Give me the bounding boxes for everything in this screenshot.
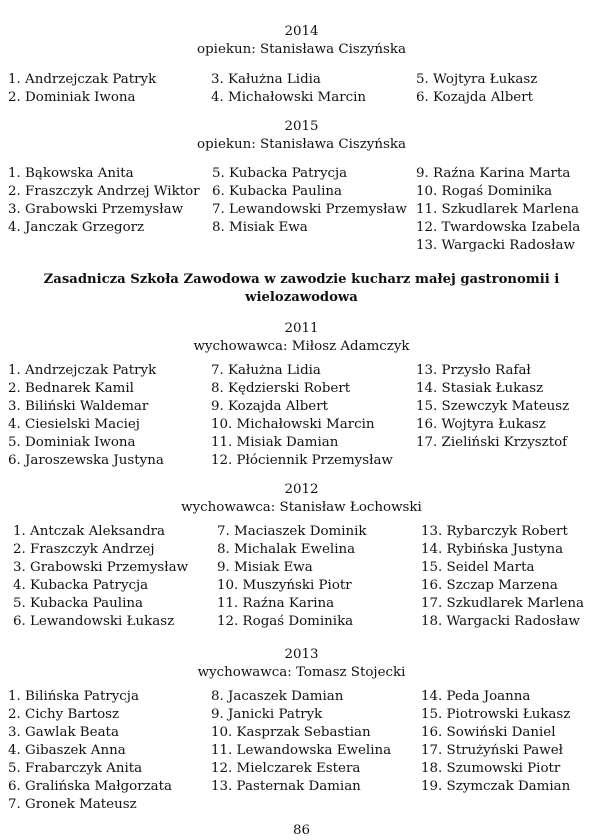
student-entry: 17. Szkudlarek Marlena <box>421 596 584 611</box>
student-entry: 5. Frabarczyk Anita <box>8 761 143 776</box>
class-guardian: opiekun: Stanisława Ciszyńska <box>197 137 406 152</box>
page-number: 86 <box>292 823 311 838</box>
student-entry: 12. Twardowska Izabela <box>416 220 581 235</box>
student-entry: 1. Bąkowska Anita <box>8 166 134 181</box>
student-column <box>416 362 569 452</box>
student-entry: 9. Janicki Patryk <box>211 707 323 722</box>
student-entry: 14. Stasiak Łukasz <box>416 381 544 396</box>
student-column <box>421 688 570 796</box>
student-entry: 8. Michalak Ewelina <box>217 542 356 557</box>
student-entry: 4. Ciesielski Maciej <box>8 417 140 432</box>
student-entry: 1. Andrzejczak Patryk <box>8 363 157 378</box>
student-column <box>217 523 367 631</box>
student-column <box>212 165 407 237</box>
student-column <box>211 688 391 796</box>
student-entry: 6. Gralińska Małgorzata <box>8 779 173 794</box>
student-entry: 12. Mielczarek Estera <box>211 761 361 776</box>
student-entry: 6. Kubacka Paulina <box>212 184 342 199</box>
student-entry: 18. Szumowski Piotr <box>421 761 561 776</box>
class-guardian: wychowawca: Stanisław Łochowski <box>181 500 422 515</box>
student-entry: 10. Muszyński Piotr <box>217 578 352 593</box>
student-entry: 13. Rybarczyk Robert <box>421 524 568 539</box>
class-guardian: opiekun: Stanisława Ciszyńska <box>197 42 406 57</box>
student-entry: 16. Sowiński Daniel <box>421 725 556 740</box>
student-entry: 17. Zieliński Krzysztof <box>416 435 568 450</box>
student-entry: 10. Michałowski Marcin <box>211 417 375 432</box>
student-entry: 15. Seidel Marta <box>421 560 535 575</box>
student-entry: 8. Misiak Ewa <box>212 220 308 235</box>
student-entry: 9. Misiak Ewa <box>217 560 313 575</box>
class-guardian: wychowawca: Miłosz Adamczyk <box>193 339 410 354</box>
student-column <box>13 523 188 631</box>
student-entry: 4. Michałowski Marcin <box>211 90 367 105</box>
student-entry: 1. Bilińska Patrycja <box>8 689 139 704</box>
student-entry: 19. Szymczak Damian <box>421 779 571 794</box>
student-entry: 11. Szkudlarek Marlena <box>416 202 579 217</box>
student-entry: 1. Andrzejczak Patryk <box>8 72 157 87</box>
student-entry: 13. Wargacki Radosław <box>416 238 575 253</box>
student-entry: 2. Dominiak Iwona <box>8 90 136 105</box>
student-entry: 2. Bednarek Kamil <box>8 381 134 396</box>
student-column <box>211 71 366 107</box>
class-year: 2013 <box>284 647 319 662</box>
student-column <box>8 688 172 814</box>
student-entry: 13. Pasternak Damian <box>211 779 361 794</box>
student-entry: 6. Lewandowski Łukasz <box>13 614 175 629</box>
student-entry: 7. Maciaszek Dominik <box>217 524 367 539</box>
student-column <box>8 165 200 237</box>
student-column <box>8 71 156 107</box>
student-entry: 11. Misiak Damian <box>211 435 339 450</box>
student-entry: 3. Gawlak Beata <box>8 725 119 740</box>
student-entry: 3. Kałużna Lidia <box>211 72 321 87</box>
student-entry: 2. Fraszczyk Andrzej Wiktor <box>8 184 200 199</box>
student-column <box>421 523 584 631</box>
student-entry: 15. Szewczyk Mateusz <box>416 399 570 414</box>
student-entry: 10. Kasprzak Sebastian <box>211 725 371 740</box>
student-entry: 10. Rogaś Dominika <box>416 184 553 199</box>
student-entry: 14. Peda Joanna <box>421 689 531 704</box>
student-entry: 16. Szczap Marzena <box>421 578 558 593</box>
school-heading: Zasadnicza Szkoła Zawodowa w zawodzie kucharz małej gastronomii i wielozawodowa <box>43 272 560 305</box>
student-entry: 12. Płóciennik Przemysław <box>211 453 393 468</box>
student-entry: 8. Kędzierski Robert <box>211 381 351 396</box>
student-entry: 6. Kozajda Albert <box>416 90 533 105</box>
student-entry: 5. Kubacka Paulina <box>13 596 143 611</box>
student-entry: 7. Kałużna Lidia <box>211 363 321 378</box>
student-entry: 12. Rogaś Dominika <box>217 614 354 629</box>
student-column <box>211 362 393 470</box>
student-entry: 7. Gronek Mateusz <box>8 797 137 812</box>
student-entry: 6. Jaroszewska Justyna <box>8 453 164 468</box>
student-entry: 3. Grabowski Przemysław <box>13 560 189 575</box>
student-column <box>8 362 164 470</box>
student-entry: 4. Janczak Grzegorz <box>8 220 145 235</box>
student-entry: 13. Przysło Rafał <box>416 363 531 378</box>
student-entry: 7. Lewandowski Przemysław <box>212 202 407 217</box>
student-entry: 14. Rybińska Justyna <box>421 542 564 557</box>
student-entry: 3. Grabowski Przemysław <box>8 202 184 217</box>
student-entry: 18. Wargacki Radosław <box>421 614 580 629</box>
student-entry: 4. Kubacka Patrycja <box>13 578 149 593</box>
student-entry: 8. Jacaszek Damian <box>211 689 344 704</box>
class-year: 2012 <box>284 482 319 497</box>
student-entry: 9. Kozajda Albert <box>211 399 328 414</box>
student-entry: 9. Raźna Karina Marta <box>416 166 571 181</box>
student-entry: 5. Dominiak Iwona <box>8 435 136 450</box>
student-entry: 2. Cichy Bartosz <box>8 707 120 722</box>
student-entry: 11. Raźna Karina <box>217 596 335 611</box>
student-entry: 5. Wojtyra Łukasz <box>416 72 538 87</box>
student-entry: 15. Piotrowski Łukasz <box>421 707 571 722</box>
student-entry: 16. Wojtyra Łukasz <box>416 417 546 432</box>
student-entry: 11. Lewandowska Ewelina <box>211 743 392 758</box>
class-year: 2011 <box>284 321 319 336</box>
student-entry: 17. Strużyński Paweł <box>421 743 564 758</box>
student-entry: 2. Fraszczyk Andrzej <box>13 542 155 557</box>
student-column <box>416 71 537 107</box>
student-column <box>416 165 580 255</box>
class-guardian: wychowawca: Tomasz Stojecki <box>197 665 406 680</box>
student-entry: 4. Gibaszek Anna <box>8 743 126 758</box>
student-entry: 5. Kubacka Patrycja <box>212 166 348 181</box>
class-year: 2014 <box>284 24 319 39</box>
class-year: 2015 <box>284 119 319 134</box>
student-entry: 3. Biliński Waldemar <box>8 399 149 414</box>
student-entry: 1. Antczak Aleksandra <box>13 524 166 539</box>
